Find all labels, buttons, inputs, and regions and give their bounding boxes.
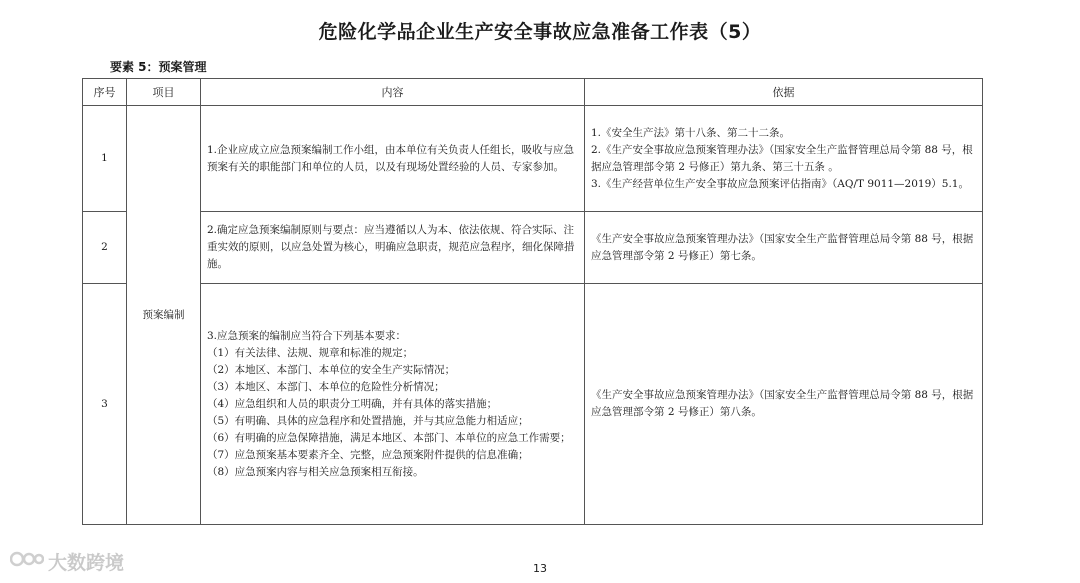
basis-line: 《生产安全事故应急预案管理办法》（国家安全生产监督管理总局令第 88 号，根据应急管理部令第 2 号修正）第七条。	[591, 232, 974, 262]
basis-line: 《生产安全事故应急预案管理办法》（国家安全生产监督管理总局令第 88 号，根据应急管理部令第 2 号修正）第八条。	[591, 389, 974, 418]
basis-line: 3.《生产经营单位生产安全事故应急预案评估指南》（AQ/T 9011—2019）5.1。	[591, 177, 969, 190]
content-line: （8）应急预案内容与相关应急预案相互衔接。	[207, 465, 424, 478]
content-line: （7）应急预案基本要素齐全、完整，应急预案附件提供的信息准确；	[207, 448, 529, 461]
basis-cell	[585, 212, 983, 284]
header-item: 项目	[127, 79, 201, 106]
table-row	[83, 284, 983, 525]
header-num: 序号	[83, 79, 127, 106]
preparation-table	[82, 78, 983, 525]
content-cell	[201, 106, 585, 212]
content-cell	[201, 212, 585, 284]
document-title: 危险化学品企业生产安全事故应急准备工作表（5）	[318, 21, 762, 43]
content-line: （5）有明确、具体的应急程序和处置措施，并与其应急能力相适应；	[207, 414, 529, 427]
table-row	[83, 106, 983, 212]
watermark-text: 大数跨境	[48, 552, 125, 574]
basis-cell	[585, 106, 983, 212]
table-header-row	[83, 79, 983, 106]
content-line: （2）本地区、本部门、本单位的安全生产实际情况；	[207, 363, 456, 376]
row-number: 2	[83, 212, 127, 284]
content-line: 1.企业应成立应急预案编制工作小组，由本单位有关负责人任组长，吸收与应急预案有关的职能部门和单位的人员，以及有现场处置经验的人员、专家参加。	[207, 143, 575, 173]
content-line: （1）有关法律、法规、规章和标准的规定；	[207, 346, 414, 359]
row-number: 3	[83, 284, 127, 525]
header-basis: 依据	[585, 79, 983, 106]
element-subtitle: 要素 5：预案管理	[110, 60, 207, 74]
basis-line: 1.《安全生产法》第十八条、第二十二条。	[591, 126, 791, 139]
content-cell	[201, 284, 585, 525]
header-content: 内容	[201, 79, 585, 106]
content-line: （6）有明确的应急保障措施，满足本地区、本部门、本单位的应急工作需要；	[207, 431, 571, 444]
content-line: （3）本地区、本部门、本单位的危险性分析情况；	[207, 380, 445, 393]
page-number: 13	[533, 562, 547, 575]
content-line: 2.确定应急预案编制原则与要点：应当遵循以人为本、依法依规、符合实际、注重实效的原则，以应急处置为核心，明确应急职责，规范应急程序，细化保障措施。	[207, 224, 575, 270]
table-row	[83, 212, 983, 284]
content-line: 3.应急预案的编制应当符合下列基本要求：	[207, 329, 407, 342]
item-cell: 预案编制	[127, 106, 201, 525]
content-line: （4）应急组织和人员的职责分工明确，并有具体的落实措施；	[207, 397, 498, 410]
basis-line: 2.《生产安全事故应急预案管理办法》（国家安全生产监督管理总局令第 88 号，根据应急管理部令第 2 号修正）第九条、第三十五条 。	[591, 143, 973, 173]
basis-cell	[585, 284, 983, 525]
row-number: 1	[83, 106, 127, 212]
